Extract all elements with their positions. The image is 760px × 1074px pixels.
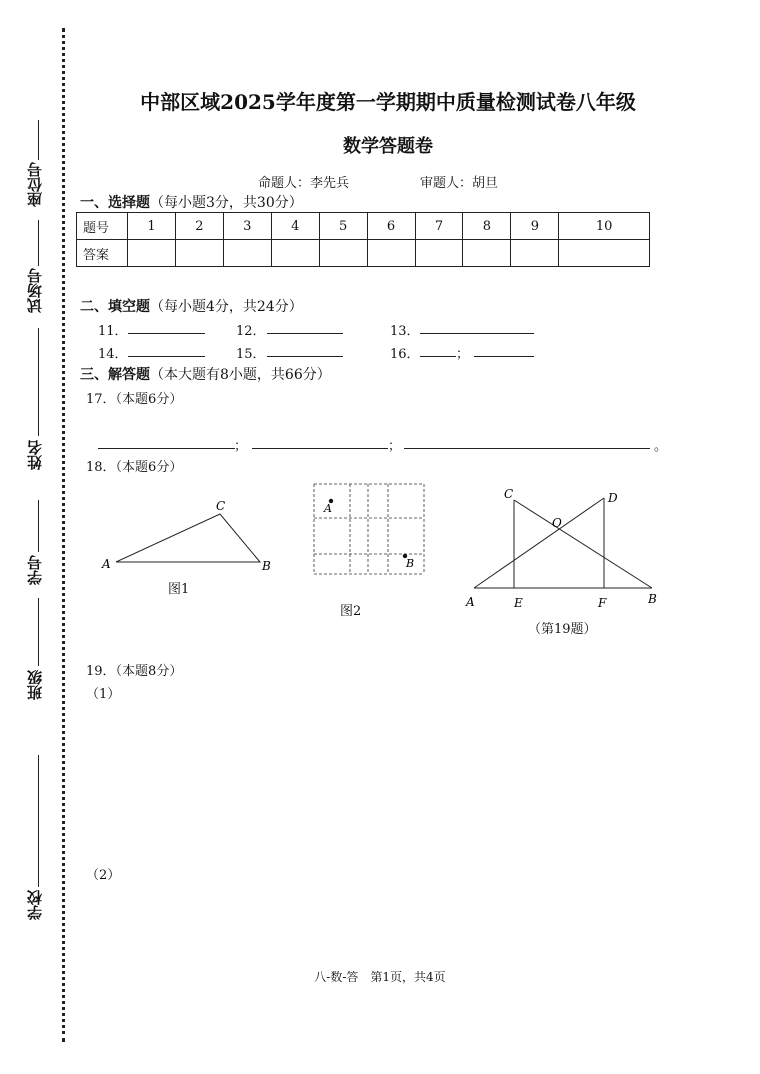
answer-cell[interactable] [559, 240, 650, 267]
fill-item-label: 16． [390, 347, 420, 362]
point-label-a: A [466, 595, 475, 609]
question-19-label: 19．（本题8分） [86, 664, 183, 679]
q17-blank[interactable] [98, 448, 235, 449]
fill-item-label: 15． [236, 347, 266, 362]
table-cell: 10 [559, 213, 650, 240]
table-cell: 2 [175, 213, 223, 240]
student-name-label: 姓名 [26, 440, 44, 470]
fill-item-label: 12． [236, 324, 266, 339]
section1-heading: 一、选择题（每小题3分，共30分） [80, 195, 303, 211]
q17-separator: ； [234, 439, 248, 454]
answer-cell[interactable] [367, 240, 415, 267]
section2-heading: 二、填空题（每小题4分，共24分） [80, 299, 303, 315]
school-field[interactable] [38, 755, 39, 887]
table-cell: 8 [463, 213, 511, 240]
fill-blank[interactable] [420, 333, 534, 334]
q17-separator: ； [388, 439, 402, 454]
fill-blank[interactable] [267, 333, 343, 334]
answer-cell[interactable] [463, 240, 511, 267]
class-field[interactable] [38, 598, 39, 666]
class-label: 班级 [26, 670, 44, 700]
q19-part-2-answer-area[interactable] [100, 886, 660, 956]
fill-item-label: 11． [98, 324, 128, 339]
figure-1-triangle [90, 490, 290, 580]
table-row [77, 213, 650, 240]
figure-2-grid [310, 480, 430, 580]
figure-2-caption: 图2 [340, 604, 362, 619]
question-18-label: 18．（本题6分） [86, 460, 183, 475]
point-label-c: C [504, 487, 514, 501]
question-number-header: 题号 [77, 213, 128, 240]
binding-dotted-line [62, 28, 65, 1042]
table-cell: 1 [128, 213, 176, 240]
figure-1-caption: 图1 [168, 582, 190, 597]
point-label-a: A [324, 502, 332, 515]
answer-cell[interactable] [175, 240, 223, 267]
q17-blank[interactable] [404, 448, 650, 449]
question-17-label: 17．（本题6分） [86, 392, 183, 407]
exam-room-label: 试场号 [26, 268, 44, 313]
segment-ad [474, 498, 604, 588]
fill-item-label: 13． [390, 324, 420, 339]
student-id-field[interactable] [38, 500, 39, 552]
fill-blank[interactable] [128, 333, 205, 334]
student-name-field[interactable] [38, 328, 39, 436]
student-id-label: 学号 [26, 555, 44, 585]
point-label-b: B [262, 559, 271, 573]
table-cell: 3 [223, 213, 271, 240]
figure-19 [462, 482, 672, 612]
answer-cell[interactable] [415, 240, 463, 267]
point-label-d: D [608, 491, 618, 505]
section3-heading: 三、解答题（本大题有8小题，共66分） [80, 367, 331, 383]
answer-cell[interactable] [271, 240, 319, 267]
q17-blank[interactable] [252, 448, 388, 449]
fill-blank[interactable] [267, 356, 343, 357]
q19-part-1-answer-area[interactable] [100, 705, 660, 855]
answer-cell[interactable] [223, 240, 271, 267]
table-cell: 5 [319, 213, 367, 240]
segment-cb [514, 500, 652, 588]
answer-cell[interactable] [319, 240, 367, 267]
q17-end: 。 [654, 439, 668, 454]
table-cell: 9 [511, 213, 559, 240]
point-label-b: B [648, 592, 657, 606]
answer-cell[interactable] [511, 240, 559, 267]
triangle-abc [116, 514, 260, 562]
point-label-e: E [514, 596, 523, 610]
fill-separator: ； [456, 347, 470, 362]
question-setter: 命题人：李先兵 [258, 176, 350, 191]
question-reviewer: 审题人：胡旦 [420, 176, 499, 191]
page-footer: 八-数-答 第1页，共4页 [314, 970, 446, 984]
point-label-f: F [598, 596, 607, 610]
fill-blank[interactable] [128, 356, 205, 357]
seat-number-label: 座位号 [26, 162, 44, 207]
table-cell: 7 [415, 213, 463, 240]
fill-blank[interactable] [474, 356, 534, 357]
school-label: 学校 [26, 890, 44, 920]
q19-part-1: （1） [86, 687, 121, 702]
q19-part-2: （2） [86, 868, 121, 883]
point-label-c: C [216, 499, 226, 513]
table-cell: 4 [271, 213, 319, 240]
exam-room-field[interactable] [38, 220, 39, 266]
figure-19-caption: （第19题） [528, 622, 597, 637]
exam-subtitle: 数学答题卷 [343, 136, 433, 157]
fill-blank[interactable] [420, 356, 456, 357]
choice-answer-table [76, 212, 650, 267]
point-label-a: A [102, 557, 111, 571]
answer-cell[interactable] [128, 240, 176, 267]
fill-item-label: 14． [98, 347, 128, 362]
point-label-o: O [552, 516, 562, 530]
point-label-b: B [406, 557, 415, 570]
exam-title: 中部区域2025学年度第一学期期中质量检测试卷八年级 [140, 90, 636, 114]
table-row [77, 240, 650, 267]
answer-header: 答案 [77, 240, 128, 267]
table-cell: 6 [367, 213, 415, 240]
